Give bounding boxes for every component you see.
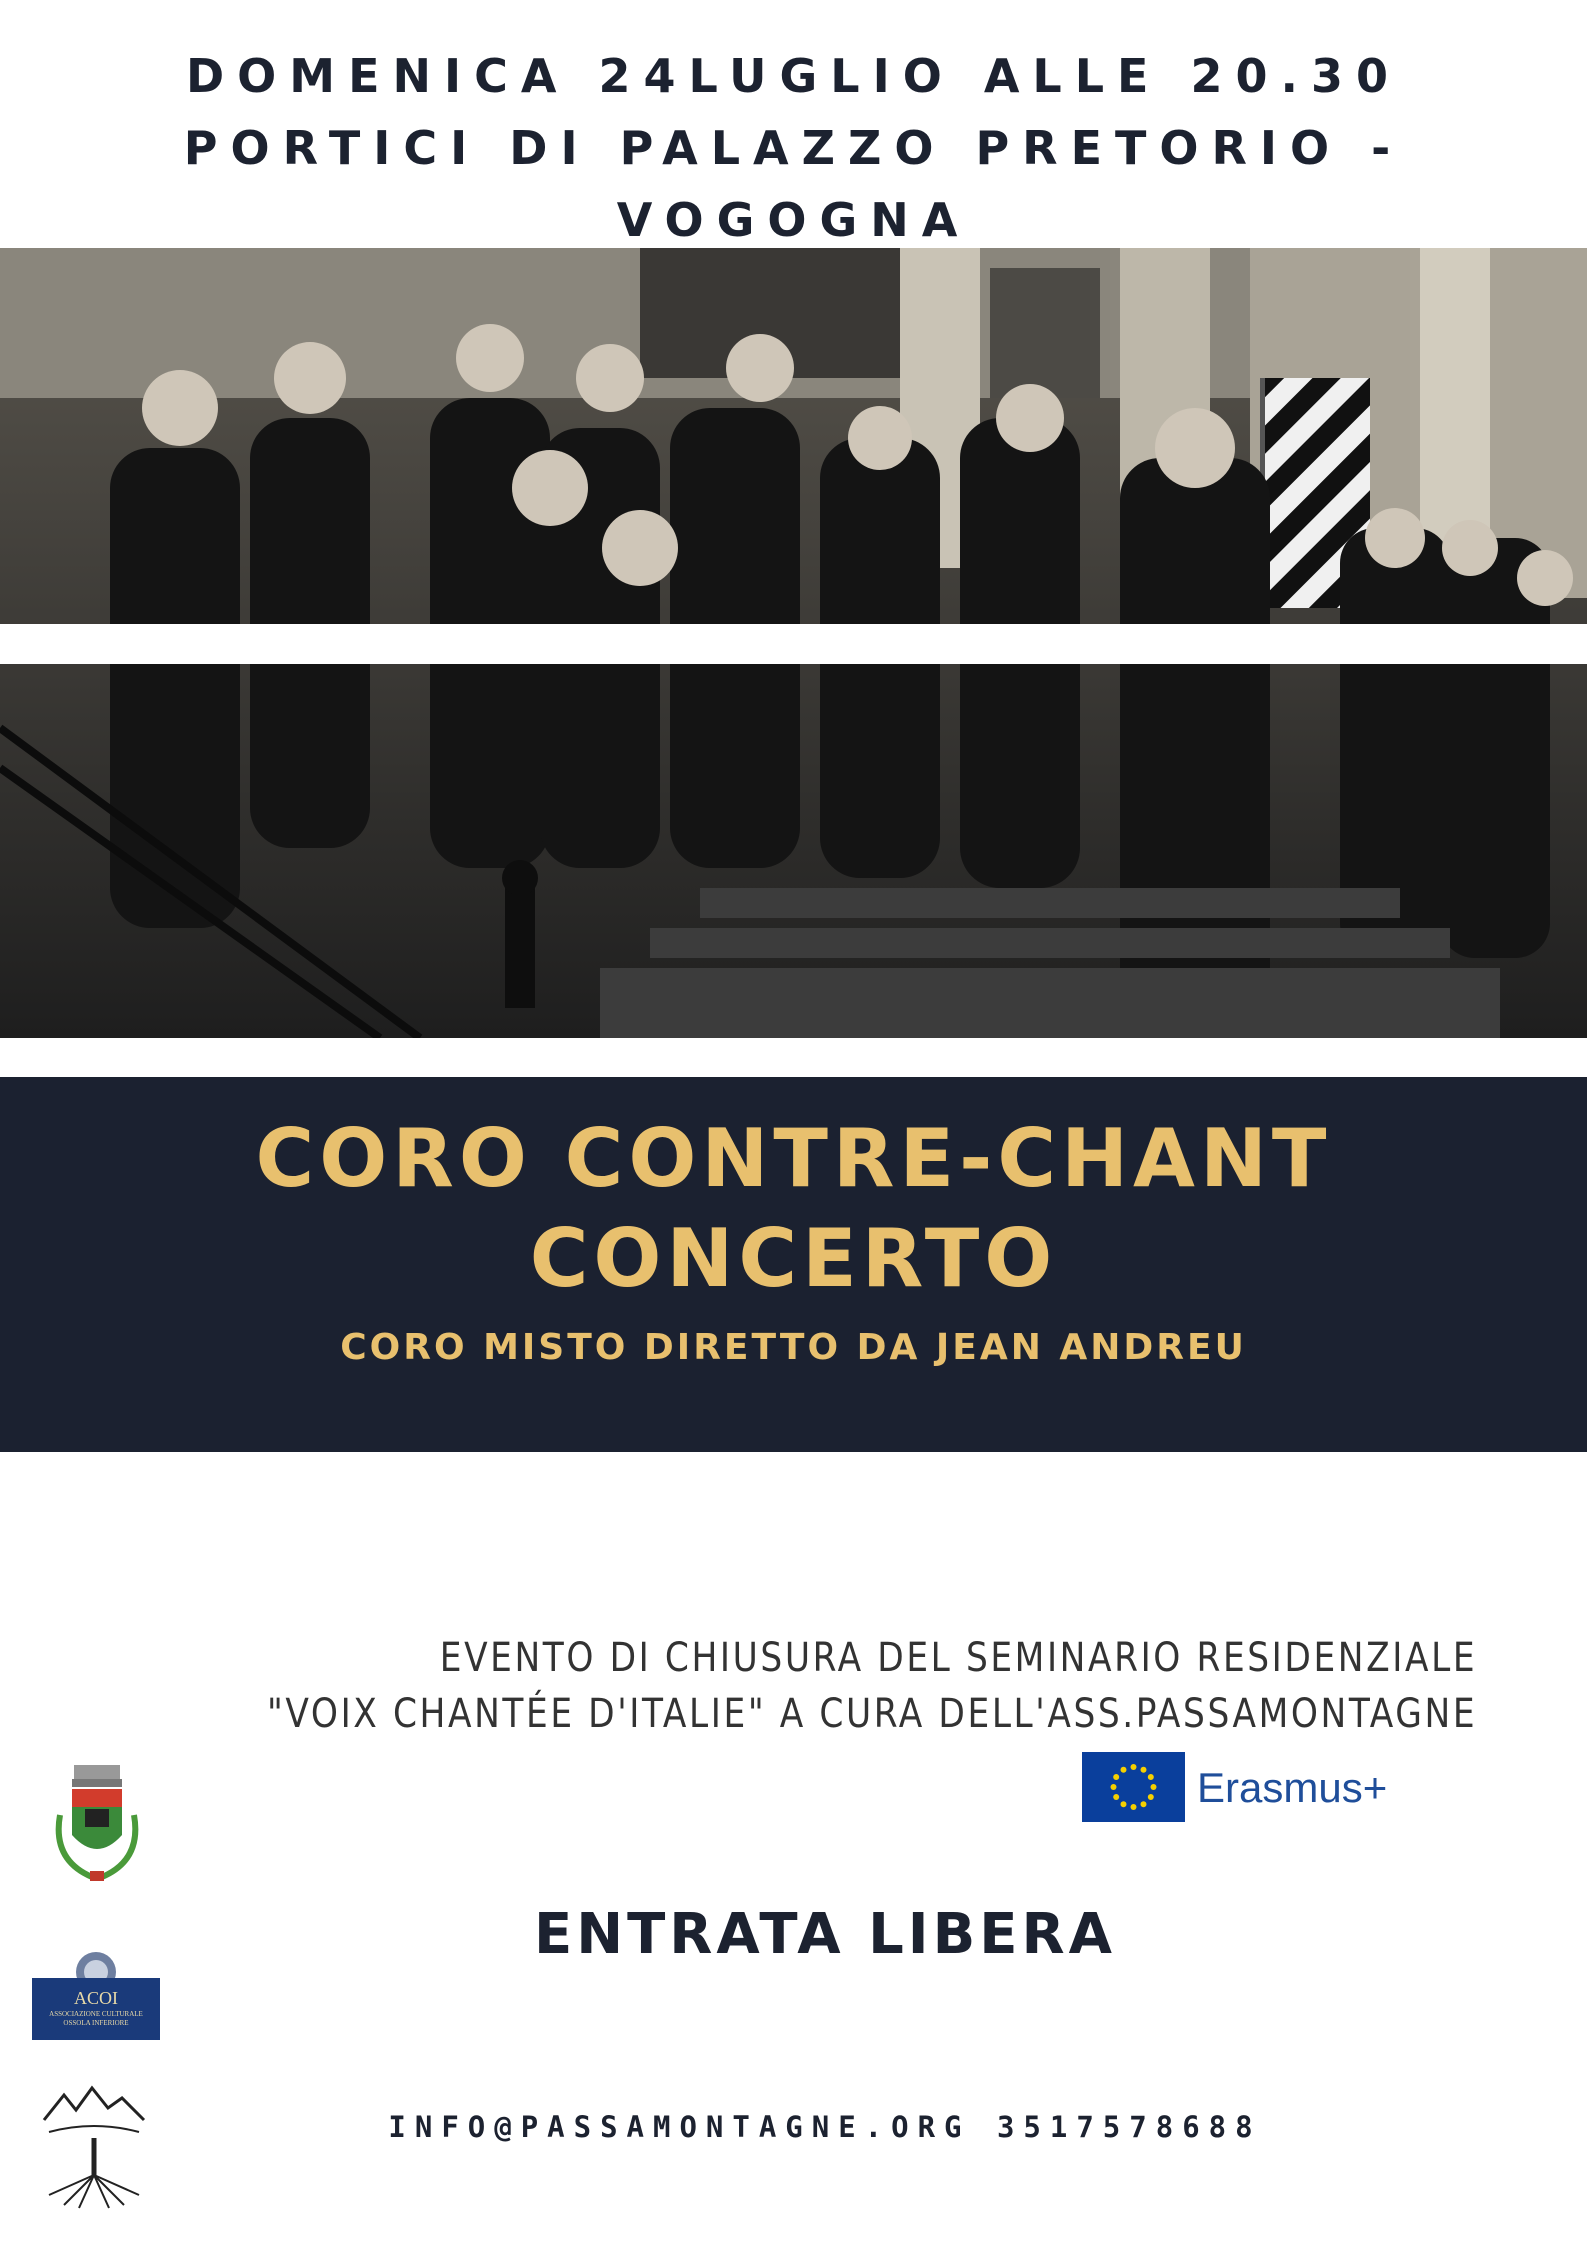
concert-title: CORO CONTRE-CHANT [255, 1112, 1332, 1205]
concert-title-line2: CONCERTO [529, 1212, 1058, 1305]
title-banner [0, 1077, 1587, 1452]
choir-photo [0, 248, 1587, 1038]
passamontagne-tree-icon [34, 2080, 154, 2210]
header-date: DOMENICA 24LUGLIO ALLE 20.30 [186, 49, 1401, 103]
header-town: VOGOGNA [616, 193, 971, 247]
event-description-line2: "VOIX CHANTÉE D'ITALIE" A CURA DELL'ASS.PASSAMONTAGNE [266, 1691, 1477, 1737]
acoi-subtitle: ASSOCIAZIONE CULTURALE OSSOLA INFERIORE [49, 2010, 143, 2027]
acoi-name: ACOI [74, 1988, 118, 2008]
header-venue: PORTICI DI PALAZZO PRETORIO - [183, 121, 1404, 175]
eu-flag-icon [1082, 1752, 1185, 1822]
event-header [0, 40, 1587, 256]
event-description [267, 1630, 1477, 1742]
free-entry-label: ENTRATA LIBERA [533, 1902, 1117, 1967]
municipality-crest-icon [52, 1765, 142, 1890]
event-description-line1: EVENTO DI CHIUSURA DEL SEMINARIO RESIDENZIALE [439, 1635, 1477, 1681]
erasmus-logo [1082, 1752, 1442, 1822]
acoi-logo [32, 1948, 160, 2040]
concert-subtitle: CORO MISTO DIRETTO DA JEAN ANDREU [340, 1327, 1247, 1368]
contact-info: INFO@PASSAMONTAGNE.ORG 3517578688 [388, 2110, 1262, 2144]
erasmus-label: Erasmus+ [1197, 1764, 1388, 1811]
